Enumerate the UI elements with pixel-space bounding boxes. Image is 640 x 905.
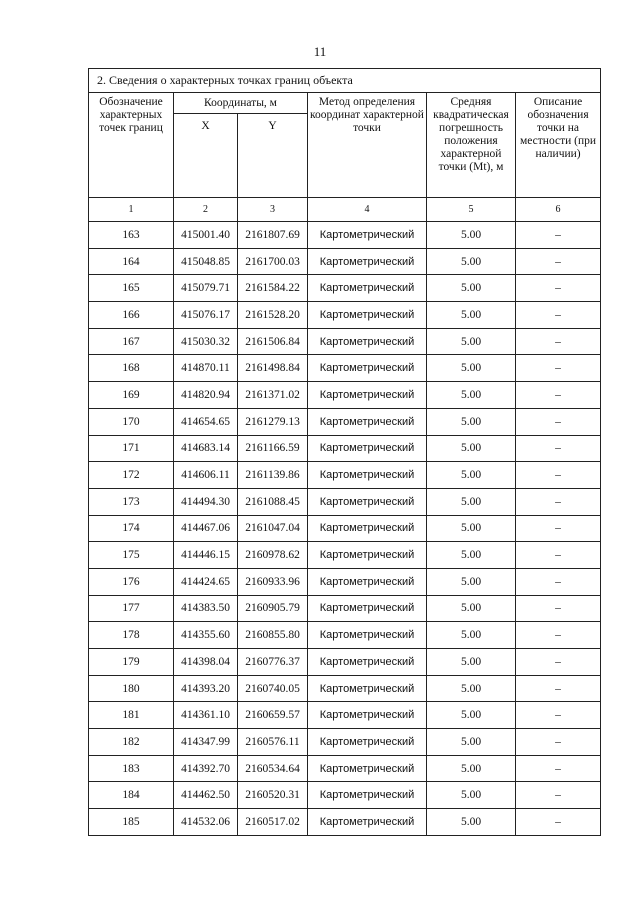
cell-description: – xyxy=(516,542,601,569)
cell-point: 179 xyxy=(89,649,174,676)
cell-x: 414462.50 xyxy=(174,782,238,809)
column-number: 1 xyxy=(89,198,174,222)
cell-x: 414532.06 xyxy=(174,809,238,836)
cell-description: – xyxy=(516,649,601,676)
cell-y: 2161166.59 xyxy=(238,435,308,462)
cell-y: 2160576.11 xyxy=(238,729,308,756)
cell-method: Картометрический xyxy=(308,649,427,676)
table-row xyxy=(89,248,601,275)
cell-point: 171 xyxy=(89,435,174,462)
cell-description: – xyxy=(516,702,601,729)
cell-y: 2161139.86 xyxy=(238,462,308,489)
cell-method: Картометрический xyxy=(308,755,427,782)
cell-description: – xyxy=(516,435,601,462)
cell-accuracy: 5.00 xyxy=(427,355,516,382)
cell-method: Картометрический xyxy=(308,355,427,382)
table-row xyxy=(89,568,601,595)
cell-method: Картометрический xyxy=(308,542,427,569)
cell-method: Картометрический xyxy=(308,568,427,595)
table-row xyxy=(89,462,601,489)
cell-y: 2161498.84 xyxy=(238,355,308,382)
cell-description: – xyxy=(516,328,601,355)
cell-description: – xyxy=(516,462,601,489)
cell-y: 2160740.05 xyxy=(238,675,308,702)
cell-description: – xyxy=(516,595,601,622)
cell-description: – xyxy=(516,809,601,836)
table-row xyxy=(89,755,601,782)
cell-accuracy: 5.00 xyxy=(427,568,516,595)
cell-point: 176 xyxy=(89,568,174,595)
cell-x: 414392.70 xyxy=(174,755,238,782)
cell-x: 414398.04 xyxy=(174,649,238,676)
table-row xyxy=(89,595,601,622)
cell-point: 164 xyxy=(89,248,174,275)
cell-x: 414424.65 xyxy=(174,568,238,595)
table-row xyxy=(89,435,601,462)
cell-x: 415030.32 xyxy=(174,328,238,355)
cell-point: 169 xyxy=(89,382,174,409)
cell-method: Картометрический xyxy=(308,622,427,649)
cell-point: 168 xyxy=(89,355,174,382)
header-point xyxy=(89,93,174,198)
cell-y: 2161047.04 xyxy=(238,515,308,542)
cell-method: Картометрический xyxy=(308,328,427,355)
cell-accuracy: 5.00 xyxy=(427,649,516,676)
cell-x: 415048.85 xyxy=(174,248,238,275)
cell-point: 163 xyxy=(89,222,174,249)
cell-x: 414355.60 xyxy=(174,622,238,649)
cell-description: – xyxy=(516,355,601,382)
cell-x: 414446.15 xyxy=(174,542,238,569)
cell-description: – xyxy=(516,488,601,515)
table-row xyxy=(89,782,601,809)
cell-point: 180 xyxy=(89,675,174,702)
cell-point: 173 xyxy=(89,488,174,515)
table-row xyxy=(89,328,601,355)
cell-x: 414606.11 xyxy=(174,462,238,489)
cell-y: 2160534.64 xyxy=(238,755,308,782)
cell-accuracy: 5.00 xyxy=(427,702,516,729)
cell-accuracy: 5.00 xyxy=(427,515,516,542)
cell-accuracy: 5.00 xyxy=(427,328,516,355)
cell-method: Картометрический xyxy=(308,222,427,249)
cell-description: – xyxy=(516,222,601,249)
header-coords: Координаты, м xyxy=(174,93,308,114)
cell-point: 166 xyxy=(89,302,174,329)
cell-x: 415001.40 xyxy=(174,222,238,249)
cell-x: 414467.06 xyxy=(174,515,238,542)
cell-y: 2160905.79 xyxy=(238,595,308,622)
cell-method: Картометрический xyxy=(308,782,427,809)
cell-y: 2161528.20 xyxy=(238,302,308,329)
section-title: 2. Сведения о характерных точках границ объекта xyxy=(89,69,601,93)
cell-description: – xyxy=(516,675,601,702)
cell-x: 414654.65 xyxy=(174,408,238,435)
cell-x: 414683.14 xyxy=(174,435,238,462)
table-row xyxy=(89,408,601,435)
cell-accuracy: 5.00 xyxy=(427,462,516,489)
table-body xyxy=(89,69,601,836)
cell-method: Картометрический xyxy=(308,809,427,836)
header-description-text: Описание обозначения точки на местности (при наличии) xyxy=(520,96,597,160)
table-row xyxy=(89,488,601,515)
header-description xyxy=(516,93,601,198)
cell-description: – xyxy=(516,408,601,435)
cell-description: – xyxy=(516,729,601,756)
cell-method: Картометрический xyxy=(308,248,427,275)
cell-method: Картометрический xyxy=(308,729,427,756)
cell-x: 414870.11 xyxy=(174,355,238,382)
table-row xyxy=(89,702,601,729)
cell-accuracy: 5.00 xyxy=(427,755,516,782)
header-row xyxy=(89,93,601,114)
cell-point: 178 xyxy=(89,622,174,649)
cell-y: 2161584.22 xyxy=(238,275,308,302)
cell-point: 167 xyxy=(89,328,174,355)
cell-accuracy: 5.00 xyxy=(427,488,516,515)
cell-description: – xyxy=(516,622,601,649)
table-row xyxy=(89,729,601,756)
column-number: 2 xyxy=(174,198,238,222)
cell-y: 2161371.02 xyxy=(238,382,308,409)
cell-y: 2160978.62 xyxy=(238,542,308,569)
cell-x: 414361.10 xyxy=(174,702,238,729)
cell-x: 414383.50 xyxy=(174,595,238,622)
table-row xyxy=(89,222,601,249)
cell-accuracy: 5.00 xyxy=(427,222,516,249)
cell-point: 174 xyxy=(89,515,174,542)
cell-x: 414393.20 xyxy=(174,675,238,702)
cell-description: – xyxy=(516,248,601,275)
table-row xyxy=(89,542,601,569)
cell-y: 2161807.69 xyxy=(238,222,308,249)
cell-point: 177 xyxy=(89,595,174,622)
table-row xyxy=(89,382,601,409)
cell-y: 2160659.57 xyxy=(238,702,308,729)
cell-point: 183 xyxy=(89,755,174,782)
column-number: 5 xyxy=(427,198,516,222)
table-row xyxy=(89,275,601,302)
cell-method: Картометрический xyxy=(308,675,427,702)
header-x: X xyxy=(174,114,238,198)
table-row xyxy=(89,675,601,702)
column-number-row xyxy=(89,198,601,222)
cell-x: 414494.30 xyxy=(174,488,238,515)
table-row xyxy=(89,809,601,836)
table-row xyxy=(89,622,601,649)
cell-accuracy: 5.00 xyxy=(427,622,516,649)
header-point-text: Обозначение характерных точек границ xyxy=(99,96,163,134)
cell-y: 2160517.02 xyxy=(238,809,308,836)
table-title-row xyxy=(89,69,601,93)
cell-point: 170 xyxy=(89,408,174,435)
cell-y: 2161506.84 xyxy=(238,328,308,355)
cell-x: 415076.17 xyxy=(174,302,238,329)
cell-description: – xyxy=(516,275,601,302)
cell-description: – xyxy=(516,382,601,409)
cell-accuracy: 5.00 xyxy=(427,809,516,836)
cell-y: 2161088.45 xyxy=(238,488,308,515)
cell-y: 2160776.37 xyxy=(238,649,308,676)
cell-method: Картометрический xyxy=(308,302,427,329)
column-number: 3 xyxy=(238,198,308,222)
table-row xyxy=(89,302,601,329)
cell-y: 2160933.96 xyxy=(238,568,308,595)
cell-description: – xyxy=(516,515,601,542)
cell-point: 185 xyxy=(89,809,174,836)
column-number: 6 xyxy=(516,198,601,222)
header-method xyxy=(308,93,427,198)
cell-method: Картометрический xyxy=(308,382,427,409)
table-row xyxy=(89,515,601,542)
cell-method: Картометрический xyxy=(308,595,427,622)
cell-description: – xyxy=(516,755,601,782)
cell-y: 2161700.03 xyxy=(238,248,308,275)
cell-accuracy: 5.00 xyxy=(427,542,516,569)
cell-method: Картометрический xyxy=(308,435,427,462)
cell-accuracy: 5.00 xyxy=(427,675,516,702)
cell-accuracy: 5.00 xyxy=(427,595,516,622)
cell-point: 181 xyxy=(89,702,174,729)
cell-accuracy: 5.00 xyxy=(427,248,516,275)
cell-accuracy: 5.00 xyxy=(427,408,516,435)
cell-accuracy: 5.00 xyxy=(427,382,516,409)
cell-y: 2160520.31 xyxy=(238,782,308,809)
cell-point: 182 xyxy=(89,729,174,756)
column-number: 4 xyxy=(308,198,427,222)
boundary-points-table xyxy=(88,68,601,836)
table-row xyxy=(89,649,601,676)
cell-method: Картометрический xyxy=(308,515,427,542)
cell-y: 2161279.13 xyxy=(238,408,308,435)
cell-method: Картометрический xyxy=(308,488,427,515)
cell-x: 414820.94 xyxy=(174,382,238,409)
cell-accuracy: 5.00 xyxy=(427,435,516,462)
cell-description: – xyxy=(516,568,601,595)
cell-description: – xyxy=(516,782,601,809)
cell-x: 415079.71 xyxy=(174,275,238,302)
cell-y: 2160855.80 xyxy=(238,622,308,649)
cell-x: 414347.99 xyxy=(174,729,238,756)
cell-accuracy: 5.00 xyxy=(427,729,516,756)
cell-point: 175 xyxy=(89,542,174,569)
cell-method: Картометрический xyxy=(308,275,427,302)
cell-point: 172 xyxy=(89,462,174,489)
cell-accuracy: 5.00 xyxy=(427,782,516,809)
cell-method: Картометрический xyxy=(308,702,427,729)
cell-method: Картометрический xyxy=(308,408,427,435)
cell-description: – xyxy=(516,302,601,329)
header-y: Y xyxy=(238,114,308,198)
cell-point: 184 xyxy=(89,782,174,809)
header-accuracy-text: Средняя квадратическая погрешность положения характерной точки (Mt), м xyxy=(433,96,509,173)
cell-method: Картометрический xyxy=(308,462,427,489)
cell-accuracy: 5.00 xyxy=(427,302,516,329)
header-accuracy xyxy=(427,93,516,198)
page-number: 11 xyxy=(313,44,327,59)
header-method-text: Метод определения координат характерной точки xyxy=(310,96,424,134)
table-row xyxy=(89,355,601,382)
cell-accuracy: 5.00 xyxy=(427,275,516,302)
cell-point: 165 xyxy=(89,275,174,302)
